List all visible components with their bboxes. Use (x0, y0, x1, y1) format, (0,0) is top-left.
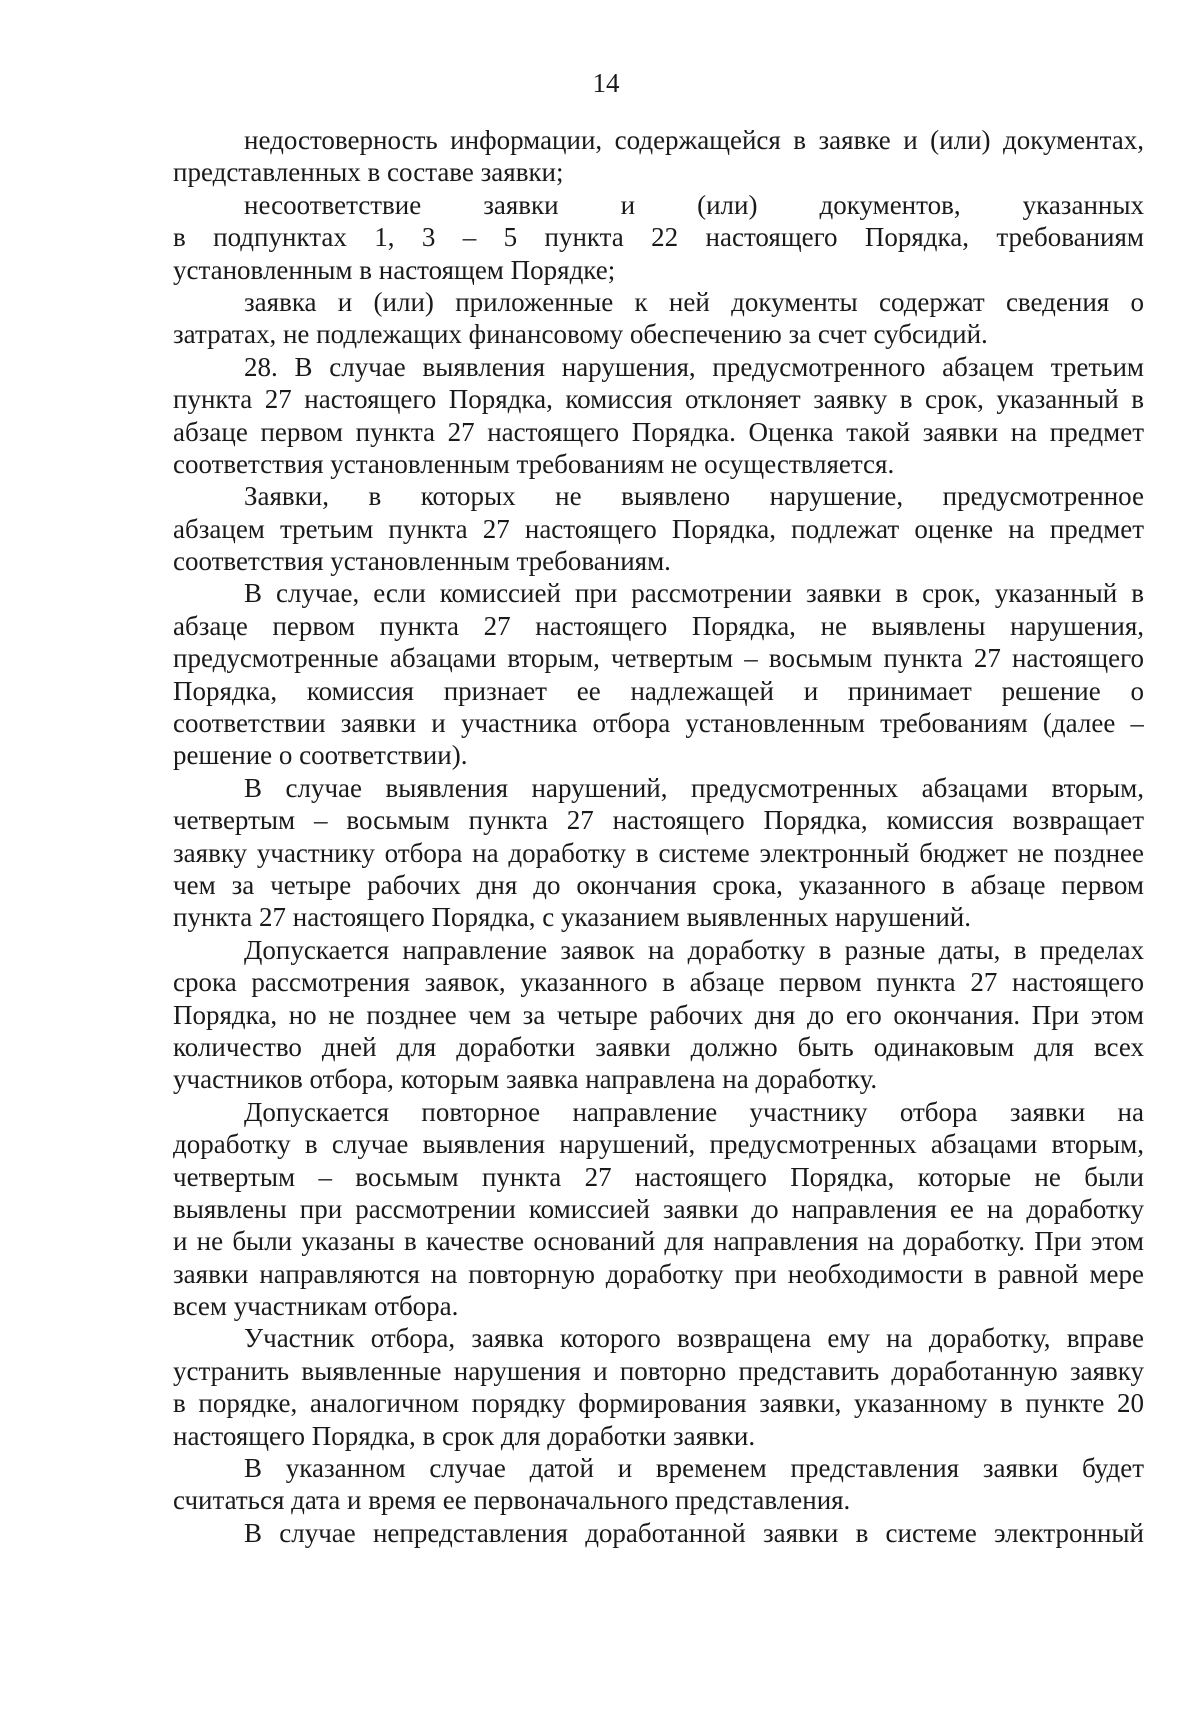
paragraph (173, 1096, 1144, 1323)
paragraph (173, 286, 1144, 351)
paragraph (173, 1517, 1144, 1549)
text-line: 28. В случае выявления нарушения, предусмотренного абзацем третьим (244, 351, 1144, 382)
text-line: в подпунктах 1, 3 – 5 пункта 22 настоящего Порядка, требованиям (173, 222, 1144, 253)
text-line: абзаце первом пункта 27 настоящего Порядка, не выявлены нарушения, (173, 610, 1144, 641)
text-line: абзацем третьим пункта 27 настоящего Порядка, подлежат оценке на предмет (173, 513, 1144, 544)
text-line: абзаце первом пункта 27 настоящего Порядка. Оценка такой заявки на предмет (173, 416, 1144, 447)
text-line: Заявки, в которых не выявлено нарушение, предусмотренное (244, 481, 1144, 512)
text-line: настоящего Порядка, в срок для доработки заявки. (173, 1420, 756, 1451)
paragraph (173, 577, 1144, 771)
text-line: В случае выявления нарушений, предусмотренных абзацами вторым, (244, 772, 1144, 803)
document-body (173, 124, 1144, 1549)
text-line: и не были указаны в качестве оснований для направления на доработку. При этом (173, 1226, 1144, 1257)
text-line: соответствия установленным требованиям. (173, 546, 671, 577)
paragraph (173, 124, 1144, 189)
text-line: срока рассмотрения заявок, указанного в абзаце первом пункта 27 настоящего (173, 967, 1144, 998)
paragraph (173, 189, 1144, 286)
text-line: количество дней для доработки заявки должно быть одинаковым для всех (173, 1031, 1144, 1062)
text-line: соответствия установленным требованиям не осуществляется. (173, 448, 895, 479)
text-line: предусмотренные абзацами вторым, четвертым – восьмым пункта 27 настоящего (173, 643, 1144, 674)
text-line: устранить выявленные нарушения и повторно представить доработанную заявку (173, 1355, 1144, 1386)
text-line: пункта 27 настоящего Порядка, с указанием выявленных нарушений. (173, 902, 972, 933)
page-number: 14 (592, 68, 620, 98)
text-line: несоответствие заявки и (или) документов, указанных (244, 189, 1144, 220)
text-line: выявлены при рассмотрении комиссией заявки до направления ее на доработку (173, 1193, 1144, 1224)
text-line: пункта 27 настоящего Порядка, комиссия отклоняет заявку в срок, указанный в (173, 384, 1144, 415)
text-line: заявку участнику отбора на доработку в системе электронный бюджет не позднее (173, 837, 1144, 868)
text-line: Порядка, но не позднее чем за четыре рабочих дня до его окончания. При этом (173, 999, 1144, 1030)
text-line: недостоверность информации, содержащейся в заявке и (или) документах, (244, 125, 1144, 155)
paragraph (173, 1322, 1144, 1452)
text-line: затратах, не подлежащих финансовому обеспечению за счет субсидий. (173, 319, 988, 350)
text-line: соответствии заявки и участника отбора установленным требованиям (далее – (173, 708, 1144, 739)
text-line: Допускается повторное направление участнику отбора заявки на (244, 1096, 1144, 1127)
text-line: В случае, если комиссией при рассмотрении заявки в срок, указанный в (244, 578, 1144, 609)
text-line: участников отбора, которым заявка направлена на доработку. (173, 1064, 878, 1095)
text-line: в порядке, аналогичном порядку формирования заявки, указанному в пункте 20 (173, 1388, 1144, 1419)
text-line: доработку в случае выявления нарушений, предусмотренных абзацами вторым, (173, 1129, 1144, 1160)
paragraph (173, 480, 1144, 577)
paragraph (173, 934, 1144, 1096)
text-line: В случае непредставления доработанной заявки в системе электронный (244, 1517, 1144, 1548)
text-line: представленных в составе заявки; (173, 157, 564, 188)
paragraph (173, 1452, 1144, 1517)
text-line: заявки направляются на повторную доработку при необходимости в равной мере (173, 1258, 1144, 1289)
text-line: четвертым – восьмым пункта 27 настоящего Порядка, комиссия возвращает (173, 805, 1144, 836)
text-line: заявка и (или) приложенные к ней документы содержат сведения о (244, 286, 1144, 317)
text-line: решение о соответствии). (173, 740, 468, 771)
text-line: считаться дата и время ее первоначального представления. (173, 1485, 851, 1516)
text-line: чем за четыре рабочих дня до окончания срока, указанного в абзаце первом (173, 869, 1144, 900)
text-line: Порядка, комиссия признает ее надлежащей и принимает решение о (173, 675, 1144, 706)
paragraph (173, 351, 1144, 481)
text-line: В указанном случае датой и временем представления заявки будет (244, 1453, 1144, 1484)
text-line: Участник отбора, заявка которого возвращена ему на доработку, вправе (244, 1323, 1144, 1354)
text-line: Допускается направление заявок на доработку в разные даты, в пределах (244, 934, 1144, 965)
paragraph (173, 772, 1144, 934)
text-line: всем участникам отбора. (173, 1291, 459, 1322)
text-line: четвертым – восьмым пункта 27 настоящего Порядка, которые не были (173, 1161, 1144, 1192)
text-line: установленным в настоящем Порядке; (173, 254, 616, 285)
